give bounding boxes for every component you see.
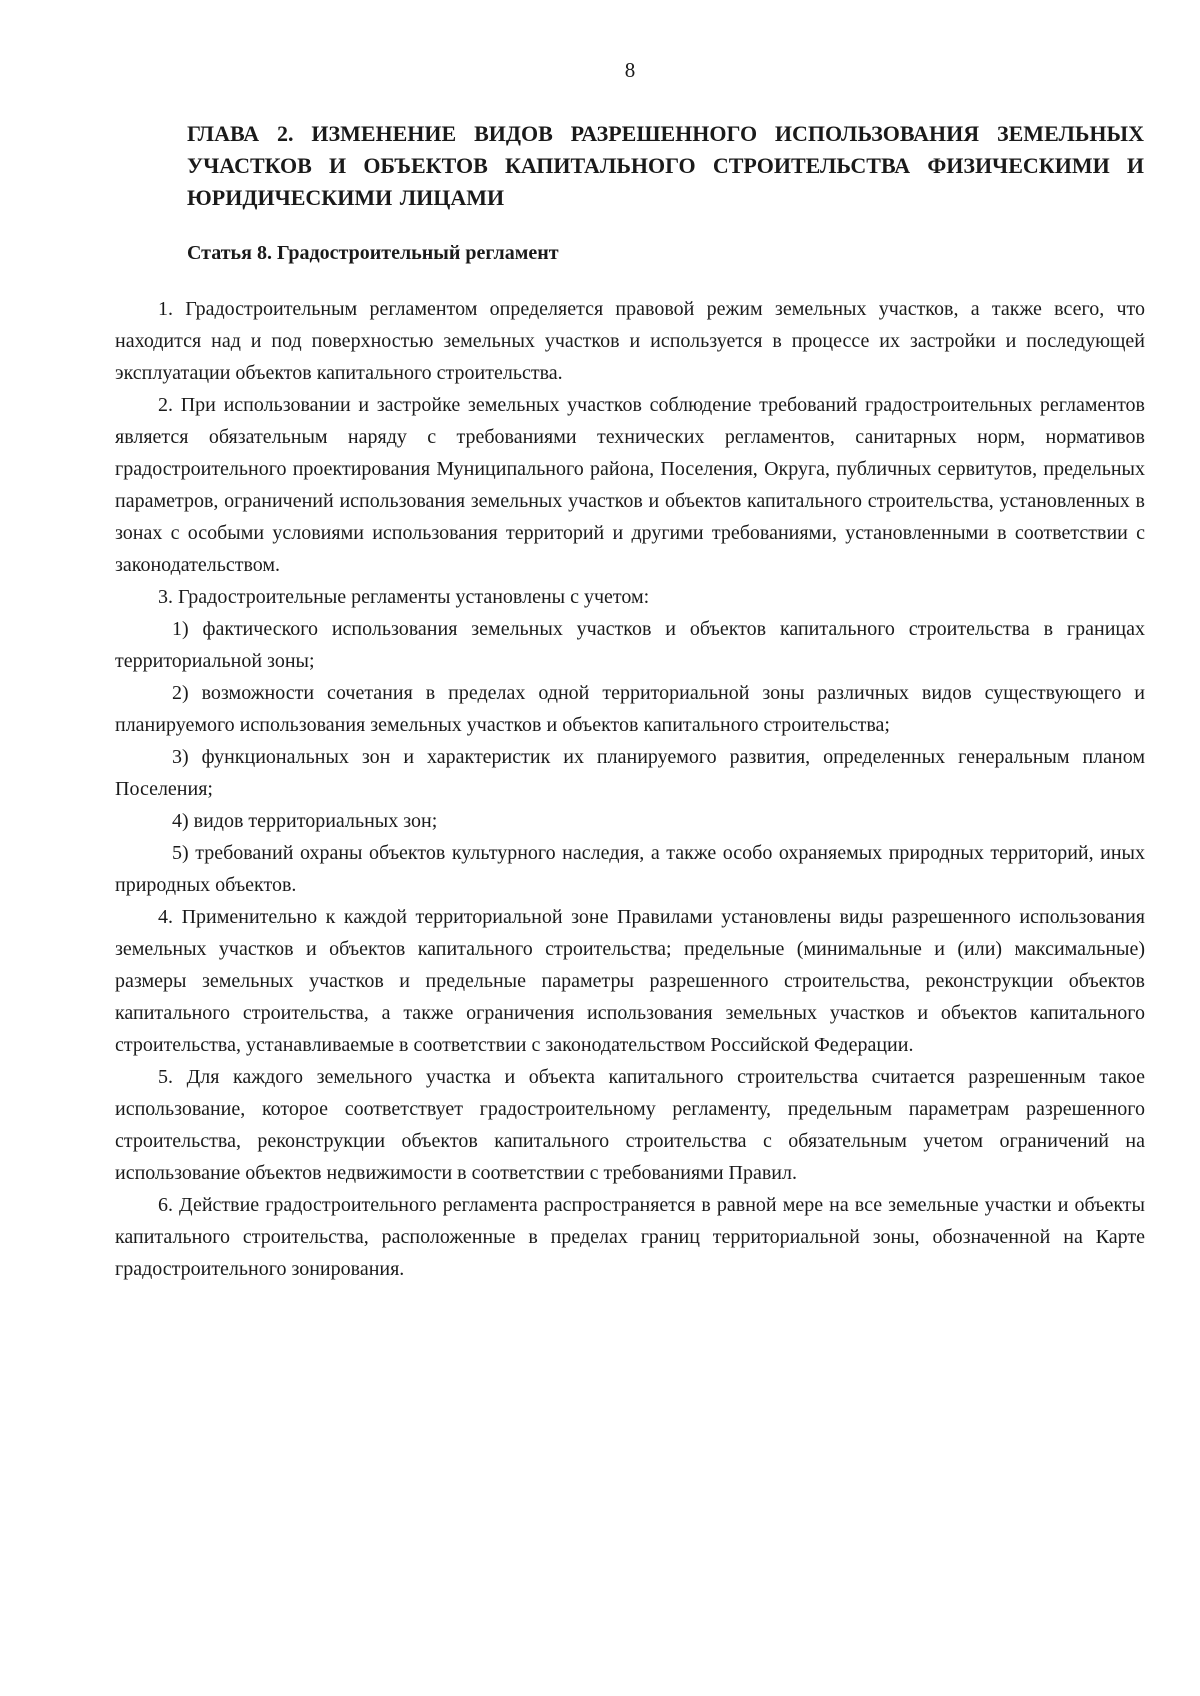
- paragraph-1: 1. Градостроительным регламентом определяется правовой режим земельных участков, а также всего, что находится над и под поверхностью земельных участков и используется в процессе их застройки и последующей эксплуатации объектов капитального строительства.: [115, 298, 1145, 384]
- article-heading: Статья 8. Градостроительный регламент: [187, 242, 559, 264]
- page-number: 8: [624, 58, 636, 82]
- paragraph-2: 2. При использовании и застройке земельных участков соблюдение требований градостроительных регламентов является обязательным наряду с требованиями технических регламентов, санитарных норм, нормативов градостроительного проектирования Муниципального района, Поселения, Округа, публичных сервитутов, предельных параметров, ограничений использования земельных участков и объектов капитального строительства, установленных в зонах с особыми условиями использования территорий и другими требованиями, установленными в соответствии с законодательством.: [115, 394, 1145, 576]
- article-body: [115, 293, 1145, 1285]
- list-item-5: 5) требований охраны объектов культурного наследия, а также особо охраняемых природных территорий, иных природных объектов.: [115, 842, 1145, 896]
- paragraph-4: 4. Применительно к каждой территориальной зоне Правилами установлены виды разрешенного использования земельных участков и объектов капитального строительства; предельные (минимальные и (или) максимальные) размеры земельных участков и предельные параметры разрешенного строительства, реконструкции объектов капитального строительства, а также ограничения использования земельных участков и объектов капитального строительства, устанавливаемые в соответствии с законодательством Российской Федерации.: [115, 906, 1145, 1056]
- paragraph-3: 3. Градостроительные регламенты установлены с учетом:: [158, 586, 650, 608]
- chapter-heading: ГЛАВА 2. ИЗМЕНЕНИЕ ВИДОВ РАЗРЕШЕННОГО ИСПОЛЬЗОВАНИЯ ЗЕМЕЛЬНЫХ УЧАСТКОВ И ОБЪЕКТОВ КАПИТАЛЬНОГО СТРОИТЕЛЬСТВА ФИЗИЧЕСКИМИ И ЮРИДИЧЕСКИМИ ЛИЦАМИ: [187, 121, 1144, 210]
- paragraph-6: 6. Действие градостроительного регламента распространяется в равной мере на все земельные участки и объекты капитального строительства, расположенные в пределах границ территориальной зоны, обозначенной на Карте градостроительного зонирования.: [115, 1194, 1145, 1280]
- list-item-1: 1) фактического использования земельных участков и объектов капитального строительства в границах территориальной зоны;: [115, 618, 1145, 672]
- list-item-3: 3) функциональных зон и характеристик их планируемого развития, определенных генеральным планом Поселения;: [115, 746, 1145, 800]
- list-item-2: 2) возможности сочетания в пределах одной территориальной зоны различных видов существующего и планируемого использования земельных участков и объектов капитального строительства;: [115, 682, 1145, 736]
- paragraph-5: 5. Для каждого земельного участка и объекта капитального строительства считается разрешенным такое использование, которое соответствует градостроительному регламенту, предельным параметрам разрешенного строительства, реконструкции объектов капитального строительства с обязательным учетом ограничений на использование объектов недвижимости в соответствии с требованиями Правил.: [115, 1066, 1145, 1184]
- list-item-4: 4) видов территориальных зон;: [172, 810, 438, 832]
